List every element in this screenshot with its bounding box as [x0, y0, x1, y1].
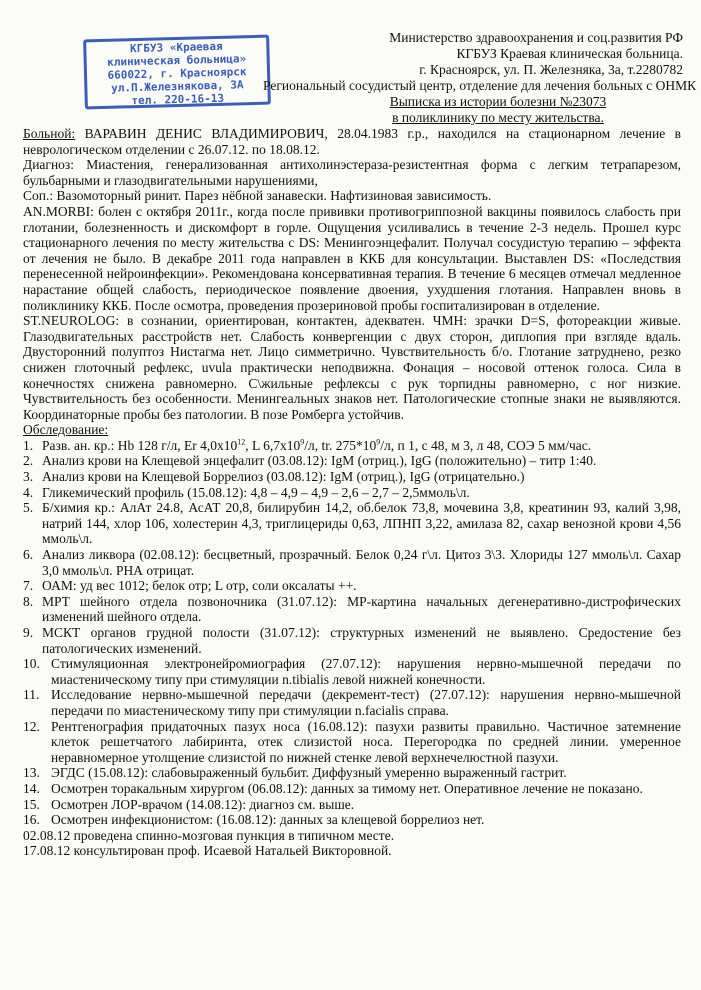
document-header [263, 30, 697, 126]
consultation-line: 17.08.12 консультирован проф. Исаевой Натальей Викторовной. [23, 843, 392, 859]
exam-item: 8. МРТ шейного отдела позвоночника (31.07.12): МР-картина начальных дегенеративно-дистрофических изменений шейного отдела. [23, 593, 681, 625]
stamp-line: тел. 220-16-13 [131, 91, 225, 108]
exam-item: 10. Стимуляционная электронейромиография (27.07.12): нарушения нервно-мышечной передачи по миастеническому типу при стимуляции n.tibialis левой нижней конечности. [23, 656, 681, 687]
ministry-line: Министерство здравоохранения и соц.развития РФ [389, 30, 683, 45]
neurological-status-paragraph: ST.NEUROLOG: в сознании, ориентирован, контактен, адекватен. ЧМН: зрачки D=S, фотореакции живые. Глазодвигательных расстройств нет. Слабость конвергенции с двух сторон, диплопия при взгляде вдаль. Двусторонний полуптоз Нистагма нет. Лицо симметрично. Чувствительность б/о. Глотание затруднено, резко снижен глоточный рефлекс, uvula практически неподвижна. Фонация – носовой оттенок голоса. Сила в конечностях снижена равномерно. С\жильные рефлексы с рук торпидны равномерно, с ног низкие. Чувствительность без особенности. Менингеальных знаков нет. Патологические стопные знаки не выявляются. Координаторные пробы без патологии. В позе Ромберга устойчив. [23, 313, 681, 422]
stamp-line: ул.П.Железнякова, 3А [110, 78, 244, 95]
department-line: Региональный сосудистый центр, отделение для лечения больных с ОНМК [263, 78, 697, 93]
exam-item: 11. Исследование нервно-мышечной передачи (декремент-тест) (27.07.12): нарушения нервно-мышечной передачи по миастеническому типу при стимуляции n.facialis справа. [23, 687, 681, 718]
exam-item: 2. Анализ крови на Клещевой энцефалит (03.08.12): IgM (отриц.), IgG (положительно) – титр 1:40. [23, 453, 597, 469]
lumbar-puncture-line: 02.08.12 проведена спинно-мозговая пункция в типичном месте. [23, 827, 395, 843]
exam-item: 5. Б/химия кр.: АлАт 24.8, АсАТ 20,8, билирубин 14,2, об.белок 73,8, мочевина 3,8, креатинин 93, калий 3,98, натрий 144, хлор 106, холестерин 4,3, триглицериды 0,63, ЛПНП 3,22, амилаза 82, сахар венозной крови 4,56 ммоль\л. [23, 500, 681, 547]
exam-item: 9. МСКТ органов грудной полости (31.07.12): структурных изменений не выявлено. Средостение без патологических изменений. [23, 625, 681, 656]
comorbidity-paragraph: Соп.: Вазомоторный ринит. Парез нёбной занавески. Нафтизиновая зависимость. [23, 188, 492, 204]
exam-item: 7. ОАМ: уд вес 1012; белок отр; L отр, соли оксалаты ++. [23, 578, 357, 594]
exam-item: 16. Осмотрен инфекционистом: (16.08.12): данных за клещевой боррелиоз нет. [23, 812, 485, 828]
document-body [23, 126, 681, 859]
patient-paragraph [23, 126, 681, 157]
exam-item: 1. Разв. ан. кр.: Hb 128 г/л, Er $4,0x10^{12}$, L $6,7x10^9/л$, tr. $275*10^9/л$, п 1, с 48, м 3, л 48, СОЭ 5 мм/час. [23, 437, 592, 453]
document-recipient: в поликлинику по месту жительства. [392, 110, 604, 125]
exam-item: 13. ЭГДС (15.08.12): слабовыраженный бульбит. Диффузный умеренно выраженный гастрит. [23, 765, 567, 781]
stamp-line: клиническая больница» [107, 52, 247, 69]
exam-item: 12. Рентгенография придаточных пазух носа (16.08.12): пазухи развиты правильно. Частичное затемнение клеток решетчатого лабиринта, отек слизистой носа. Перегородка по средней линии. умеренное неравномерное утолщение слизистой по нижней стенке левой верхнечелюстной пазухи. [23, 718, 681, 765]
hospital-name: КГБУЗ Краевая клиническая больница. [456, 46, 683, 61]
stamp-line: КГБУЗ «Краевая [129, 39, 223, 56]
hospital-address: г. Красноярск, ул. П. Железняка, 3а, т.2280782 [419, 62, 683, 77]
exam-item: 15. Осмотрен ЛОР-врачом (14.08.12): диагноз см. выше. [23, 796, 355, 812]
exam-item: 14. Осмотрен торакальным хирургом (06.08.12): данных за тимому нет. Оперативное лечение не показано. [23, 780, 643, 796]
exam-item: 6. Анализ ликвора (02.08.12): бесцветный, прозрачный. Белок 0,24 г\л. Цитоз 3\3. Хлориды 127 ммоль\л. Сахар 3,0 ммоль\л. РНА отрицат. [23, 547, 681, 578]
exam-item: 3. Анализ крови на Клещевой Боррелиоз (03.08.12): IgM (отриц.), IgG (отрицательно.) [23, 469, 525, 485]
diagnosis-paragraph: Диагноз: Миастения, генерализованная антихолинэстераза-резистентная форма с легким тетрапарезом, бульбарными и глазодвигательными нарушениями, [23, 157, 681, 188]
document-title: Выписка из истории болезни №23073 [389, 94, 607, 109]
patient-text: ВАРАВИН ДЕНИС ВЛАДИМИРОВИЧ, 28.04.1983 г.р., находился на стационарном лечение в неврологическом отделении с 26.07.12. по 18.08.12. [23, 126, 681, 157]
hospital-stamp [83, 35, 271, 110]
patient-label: Больной: [23, 126, 76, 141]
stamp-line: 660022, г. Красноярск [107, 65, 247, 82]
anamnesis-paragraph: AN.MORBI: болен с октября 2011г., когда после прививки противогриппозной вакцины появилось слабость при глотании, болезненность и дискомфорт в горле. Ощущения усиливались в течение 2-3 недель. Прошел курс стационарного лечения по месту жительства с DS: Менингоэнцефалит. Получал сосудистую терапию – эффекта от лечения не было. В декабре 2011 года направлен в ККБ для консультации. Выставлен DS: «Последствия перенесенной нейроинфекции». Рекомендована консервативная терапия. В течение 6 месяцев отмечал медленное нарастание общей слабость, периодическое появление двоения, ухудшения глотания. Направлен вновь в поликлинику ККБ. После осмотра, проведения прозериновой пробы госпитализирован в отделение. [23, 203, 681, 313]
exam-item: 4. Гликемический профиль (15.08.12): 4,8 – 4,9 – 4,9 – 2,6 – 2,7 – 2,5ммоль\л. [23, 484, 470, 500]
exam-title: Обследование: [23, 422, 109, 438]
